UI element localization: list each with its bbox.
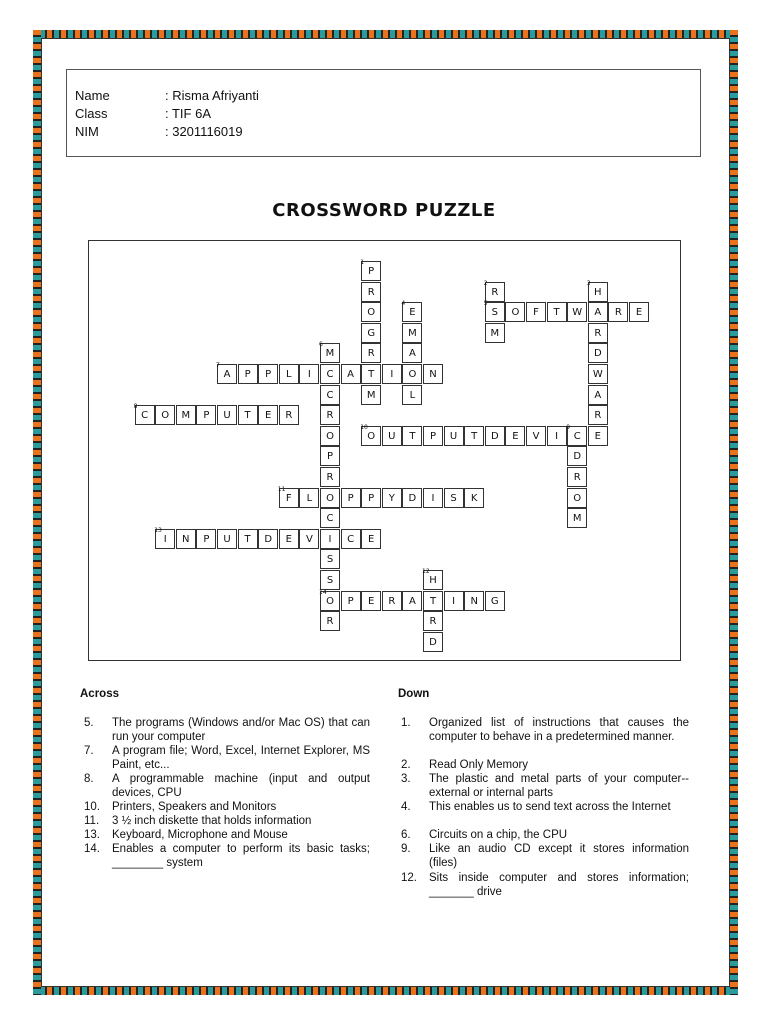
- grid-cell[interactable]: R: [361, 343, 381, 363]
- grid-cell[interactable]: F: [526, 302, 546, 322]
- student-info-box: [66, 69, 701, 157]
- grid-cell[interactable]: R: [608, 302, 628, 322]
- grid-cell[interactable]: M: [402, 323, 422, 343]
- grid-cell[interactable]: R: [423, 611, 443, 631]
- grid-cell[interactable]: L: [402, 385, 422, 405]
- clue-item-text: A programmable machine (input and output devices, CPU: [112, 773, 370, 799]
- grid-cell[interactable]: C: [567, 426, 587, 446]
- clue-number: 2: [483, 279, 488, 287]
- grid-cell[interactable]: I: [423, 488, 443, 508]
- grid-cell[interactable]: A: [588, 385, 608, 405]
- clue-number: 14: [319, 588, 327, 596]
- grid-cell[interactable]: D: [423, 632, 443, 652]
- clue-number: 1: [360, 259, 365, 266]
- grid-cell[interactable]: I: [299, 364, 319, 384]
- grid-cell[interactable]: M: [567, 508, 587, 528]
- clue-item-text: Read Only Memory: [429, 759, 529, 771]
- clue-item-text: Sits inside computer and stores information; _______ drive: [429, 872, 689, 898]
- clue-item-number: 6.: [401, 829, 411, 841]
- clue-item-text: Enables a computer to perform its basic tasks; ________ system: [112, 843, 370, 869]
- grid-cell[interactable]: E: [361, 591, 381, 611]
- info-value: : 3201116019: [165, 124, 243, 139]
- clue-item-text: The plastic and metal parts of your computer--external or internal parts: [429, 773, 689, 799]
- grid-cell[interactable]: S: [444, 488, 464, 508]
- grid-cell[interactable]: U: [217, 529, 237, 549]
- grid-cell[interactable]: O: [567, 488, 587, 508]
- clue-item-number: 9.: [401, 843, 411, 855]
- info-value: : Risma Afriyanti: [165, 88, 259, 103]
- grid-cell[interactable]: A: [341, 364, 361, 384]
- crossword-grid: [88, 240, 681, 661]
- grid-cell[interactable]: S: [320, 570, 340, 590]
- clue-number: 9: [566, 423, 571, 431]
- grid-cell[interactable]: L: [299, 488, 319, 508]
- clue-number: 4: [401, 300, 406, 308]
- grid-cell[interactable]: M: [485, 323, 505, 343]
- grid-cell[interactable]: C: [135, 405, 155, 425]
- grid-cell[interactable]: R: [361, 282, 381, 302]
- grid-cell[interactable]: U: [382, 426, 402, 446]
- clue-item-number: 2.: [401, 759, 411, 771]
- grid-cell[interactable]: P: [361, 261, 381, 281]
- clue-item-number: 3.: [401, 773, 411, 785]
- grid-cell[interactable]: N: [423, 364, 443, 384]
- grid-cell[interactable]: C: [341, 529, 361, 549]
- grid-cell[interactable]: O: [320, 426, 340, 446]
- clue-item-number: 12.: [401, 872, 417, 884]
- grid-cell[interactable]: I: [155, 529, 175, 549]
- across-heading: Across: [80, 688, 119, 700]
- grid-cell[interactable]: P: [341, 488, 361, 508]
- clue-item-text: A program file; Word, Excel, Internet Explorer, MS Paint, etc...: [112, 745, 370, 771]
- grid-cell[interactable]: T: [361, 364, 381, 384]
- clue-item-text: Organized list of instructions that causes the computer to behave in a predetermined manner.: [429, 717, 689, 743]
- grid-cell[interactable]: W: [567, 302, 587, 322]
- clue-item-number: 13.: [84, 829, 100, 841]
- grid-cell[interactable]: P: [258, 364, 278, 384]
- grid-cell[interactable]: M: [176, 405, 196, 425]
- grid-cell[interactable]: P: [238, 364, 258, 384]
- clue-item-text: Keyboard, Microphone and Mouse: [112, 829, 288, 841]
- grid-cell[interactable]: F: [279, 488, 299, 508]
- info-label: Class: [75, 106, 108, 121]
- grid-cell[interactable]: W: [588, 364, 608, 384]
- grid-cell[interactable]: E: [279, 529, 299, 549]
- grid-cell[interactable]: P: [320, 446, 340, 466]
- grid-cell[interactable]: E: [505, 426, 525, 446]
- grid-cell[interactable]: O: [402, 364, 422, 384]
- grid-cell[interactable]: D: [258, 529, 278, 549]
- grid-cell[interactable]: R: [485, 282, 505, 302]
- grid-cell[interactable]: N: [176, 529, 196, 549]
- grid-cell[interactable]: D: [588, 343, 608, 363]
- grid-cell[interactable]: U: [217, 405, 237, 425]
- info-label: Name: [75, 88, 110, 103]
- clue-number: 3: [586, 279, 591, 287]
- grid-cell[interactable]: P: [341, 591, 361, 611]
- grid-cell[interactable]: D: [567, 446, 587, 466]
- grid-cell[interactable]: Y: [382, 488, 402, 508]
- grid-cell[interactable]: T: [423, 591, 443, 611]
- grid-cell[interactable]: D: [485, 426, 505, 446]
- clue-number: 8: [133, 403, 138, 411]
- grid-cell[interactable]: T: [238, 529, 258, 549]
- grid-cell[interactable]: P: [361, 488, 381, 508]
- grid-cell[interactable]: S: [485, 302, 505, 322]
- clue-number: 11: [277, 485, 286, 493]
- grid-cell[interactable]: R: [320, 611, 340, 631]
- grid-cell[interactable]: I: [547, 426, 567, 446]
- grid-cell[interactable]: L: [279, 364, 299, 384]
- info-row-nim: [75, 124, 243, 139]
- grid-cell[interactable]: A: [217, 364, 237, 384]
- clue-item-number: 1.: [401, 717, 411, 729]
- grid-cell[interactable]: P: [196, 529, 216, 549]
- grid-cell[interactable]: A: [402, 343, 422, 363]
- grid-cell[interactable]: E: [402, 302, 422, 322]
- clue-number: 6: [319, 341, 323, 349]
- clue-item-text: Circuits on a chip, the CPU: [429, 829, 568, 841]
- clue-item-number: 5.: [84, 717, 94, 729]
- grid-cell[interactable]: P: [196, 405, 216, 425]
- grid-cell[interactable]: R: [382, 591, 402, 611]
- grid-cell[interactable]: E: [361, 529, 381, 549]
- grid-cell[interactable]: U: [444, 426, 464, 446]
- grid-cell[interactable]: A: [402, 591, 422, 611]
- grid-cell[interactable]: T: [464, 426, 484, 446]
- grid-cell[interactable]: R: [588, 323, 608, 343]
- clue-item-number: 10.: [84, 801, 100, 813]
- clue-number: 12: [422, 568, 430, 575]
- grid-cell[interactable]: T: [547, 302, 567, 322]
- info-label: NIM: [75, 124, 99, 139]
- grid-cell[interactable]: A: [588, 302, 608, 322]
- grid-cell[interactable]: H: [588, 282, 608, 302]
- clue-item-text: 3 ½ inch diskette that holds information: [112, 815, 312, 827]
- clue-item-number: 11.: [84, 815, 100, 827]
- grid-cell[interactable]: E: [258, 405, 278, 425]
- grid-cell[interactable]: O: [320, 591, 340, 611]
- grid-cell[interactable]: O: [505, 302, 525, 322]
- clue-item-number: 7.: [84, 745, 94, 757]
- grid-cell[interactable]: T: [402, 426, 422, 446]
- grid-cell[interactable]: P: [423, 426, 443, 446]
- clue-item-number: 4.: [401, 801, 411, 813]
- grid-cell[interactable]: C: [320, 364, 340, 384]
- info-value: : TIF 6A: [165, 106, 211, 121]
- grid-cell[interactable]: N: [464, 591, 484, 611]
- grid-cell[interactable]: S: [320, 549, 340, 569]
- grid-cell[interactable]: V: [526, 426, 546, 446]
- grid-cell[interactable]: R: [567, 467, 587, 487]
- grid-cell[interactable]: I: [320, 529, 340, 549]
- clue-item-number: 8.: [84, 773, 94, 785]
- grid-cell[interactable]: V: [299, 529, 319, 549]
- clue-item-text: Printers, Speakers and Monitors: [112, 801, 277, 813]
- grid-cell[interactable]: H: [423, 570, 443, 590]
- clue-item-number: 14.: [84, 843, 100, 855]
- info-row-name: [75, 88, 259, 103]
- grid-cell[interactable]: G: [485, 591, 505, 611]
- clue-number: 10: [360, 423, 368, 431]
- grid-cell[interactable]: O: [320, 488, 340, 508]
- grid-cell[interactable]: R: [320, 405, 340, 425]
- page-title: CROSSWORD PUZZLE: [272, 200, 496, 221]
- grid-cell[interactable]: E: [629, 302, 649, 322]
- grid-cell[interactable]: R: [279, 405, 299, 425]
- grid-cell[interactable]: M: [320, 343, 340, 363]
- clue-number: 5: [483, 300, 488, 308]
- grid-cell[interactable]: C: [320, 385, 340, 405]
- grid-cell[interactable]: R: [320, 467, 340, 487]
- grid-cell[interactable]: O: [361, 302, 381, 322]
- grid-cell[interactable]: O: [155, 405, 175, 425]
- grid-cell[interactable]: I: [382, 364, 402, 384]
- grid-cell[interactable]: M: [361, 385, 381, 405]
- grid-cell[interactable]: D: [402, 488, 422, 508]
- grid-cell[interactable]: E: [588, 426, 608, 446]
- info-row-class: [75, 106, 211, 121]
- clue-number: 13: [154, 526, 162, 534]
- clue-item-text: Like an audio CD except it stores information (files): [429, 843, 689, 869]
- clue-item-text: This enables us to send text across the Internet: [429, 801, 671, 813]
- grid-cell[interactable]: G: [361, 323, 381, 343]
- clue-item-text: The programs (Windows and/or Mac OS) that can run your computer: [112, 717, 370, 743]
- grid-cell[interactable]: I: [444, 591, 464, 611]
- down-heading: Down: [398, 688, 430, 700]
- grid-cell[interactable]: R: [588, 405, 608, 425]
- grid-cell[interactable]: O: [361, 426, 381, 446]
- grid-cell[interactable]: C: [320, 508, 340, 528]
- grid-cell[interactable]: T: [238, 405, 258, 425]
- grid-cell[interactable]: K: [464, 488, 484, 508]
- clue-number: 7: [216, 362, 220, 369]
